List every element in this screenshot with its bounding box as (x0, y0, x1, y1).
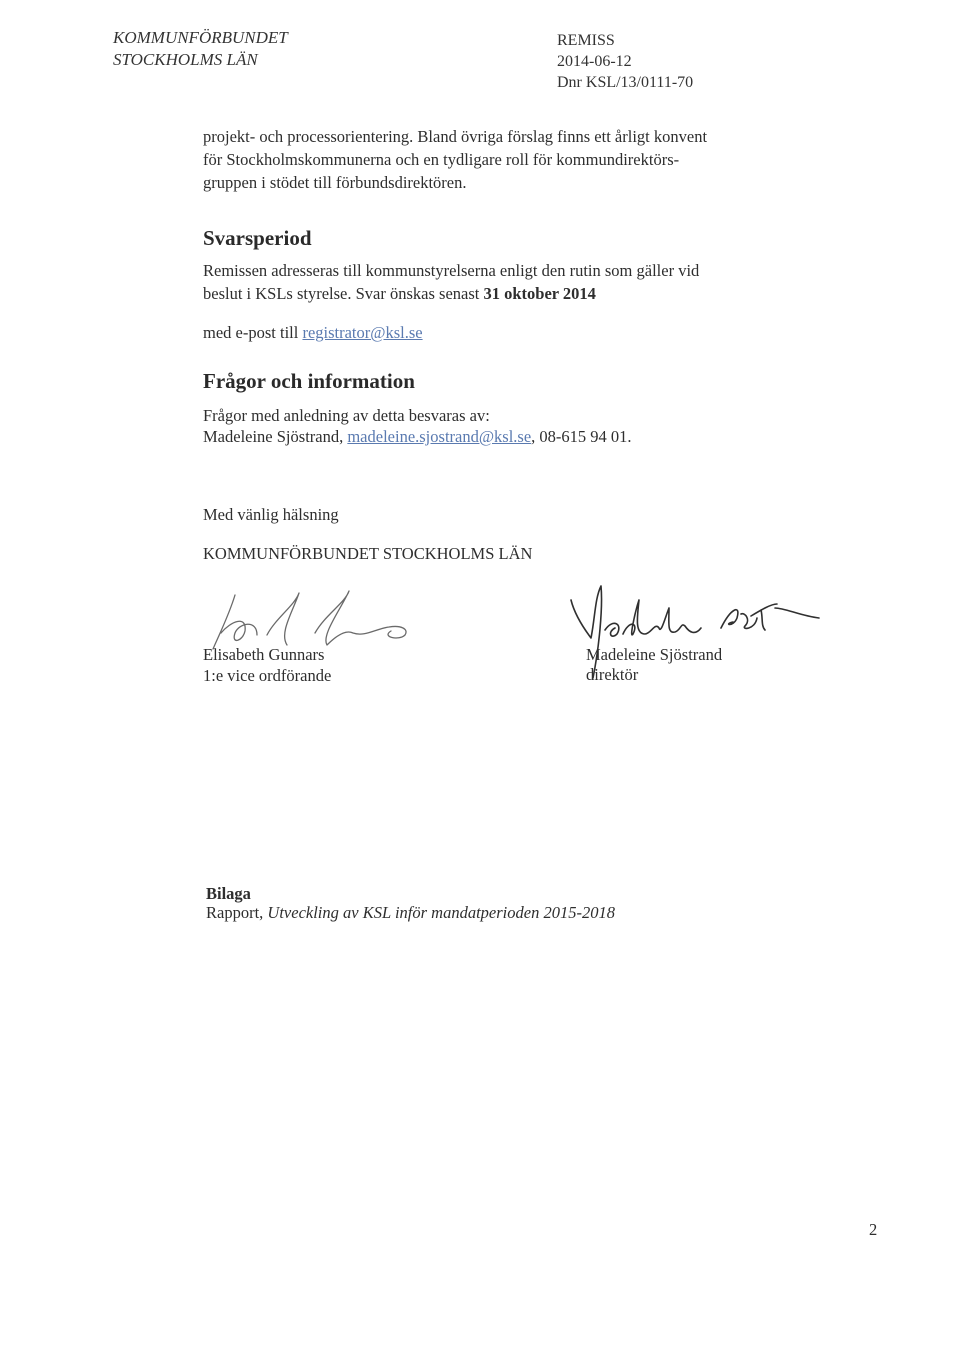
greeting: Med vänlig hälsning (203, 505, 339, 524)
fragor-heading: Frågor och information (203, 369, 415, 393)
intro-line-3: gruppen i stödet till förbundsdirektören. (203, 173, 467, 192)
fragor-line-1: Frågor med anledning av detta besvaras av: (203, 406, 490, 425)
intro-line-1: projekt- och processorientering. Bland övriga förslag finns ett årligt konvent (203, 127, 708, 146)
bilaga-prefix: Rapport, (206, 903, 268, 922)
svarsperiod-line-1: Remissen adresseras till kommunstyrelserna enligt den rutin som gäller vid (203, 261, 700, 280)
bilaga-heading: Bilaga (206, 884, 251, 903)
signatory-2-name: Madeleine Sjöstrand (586, 645, 723, 664)
svarsperiod-heading: Svarsperiod (203, 226, 312, 250)
contact-phone: , 08-615 94 01. (531, 427, 632, 446)
bilaga-report-title: Utveckling av KSL inför mandatperioden 2015-2018 (267, 903, 615, 922)
org-name-line1: KOMMUNFÖRBUNDET (113, 28, 288, 47)
page-number: 2 (869, 1220, 878, 1239)
email-prefix: med e-post till (203, 323, 303, 342)
deadline-date: 31 oktober 2014 (483, 284, 596, 303)
doc-dnr: Dnr KSL/13/0111-70 (557, 74, 694, 91)
email-line (203, 321, 423, 344)
contact-name: Madeleine Sjöstrand, (203, 427, 348, 446)
org-name-line2: STOCKHOLMS LÄN (113, 50, 258, 69)
svarsperiod-line-2 (203, 282, 596, 305)
contact-email-link[interactable]: madeleine.sjostrand@ksl.se (347, 427, 532, 446)
closing-organization: KOMMUNFÖRBUNDET STOCKHOLMS LÄN (203, 544, 533, 563)
signatory-2-title: direktör (586, 665, 639, 684)
contact-line (203, 425, 632, 448)
signatory-1-name: Elisabeth Gunnars (203, 645, 325, 664)
bilaga-line (206, 901, 615, 924)
signatory-1-title: 1:e vice ordförande (203, 666, 332, 685)
doc-type: REMISS (557, 32, 615, 49)
svarsperiod-line-2-text: beslut i KSLs styrelse. Svar önskas senast (203, 284, 484, 303)
intro-line-2: för Stockholmskommunerna och en tydligare roll för kommundirektörs- (203, 150, 680, 169)
registrator-email-link[interactable]: registrator@ksl.se (302, 323, 423, 342)
doc-date: 2014-06-12 (557, 53, 632, 70)
